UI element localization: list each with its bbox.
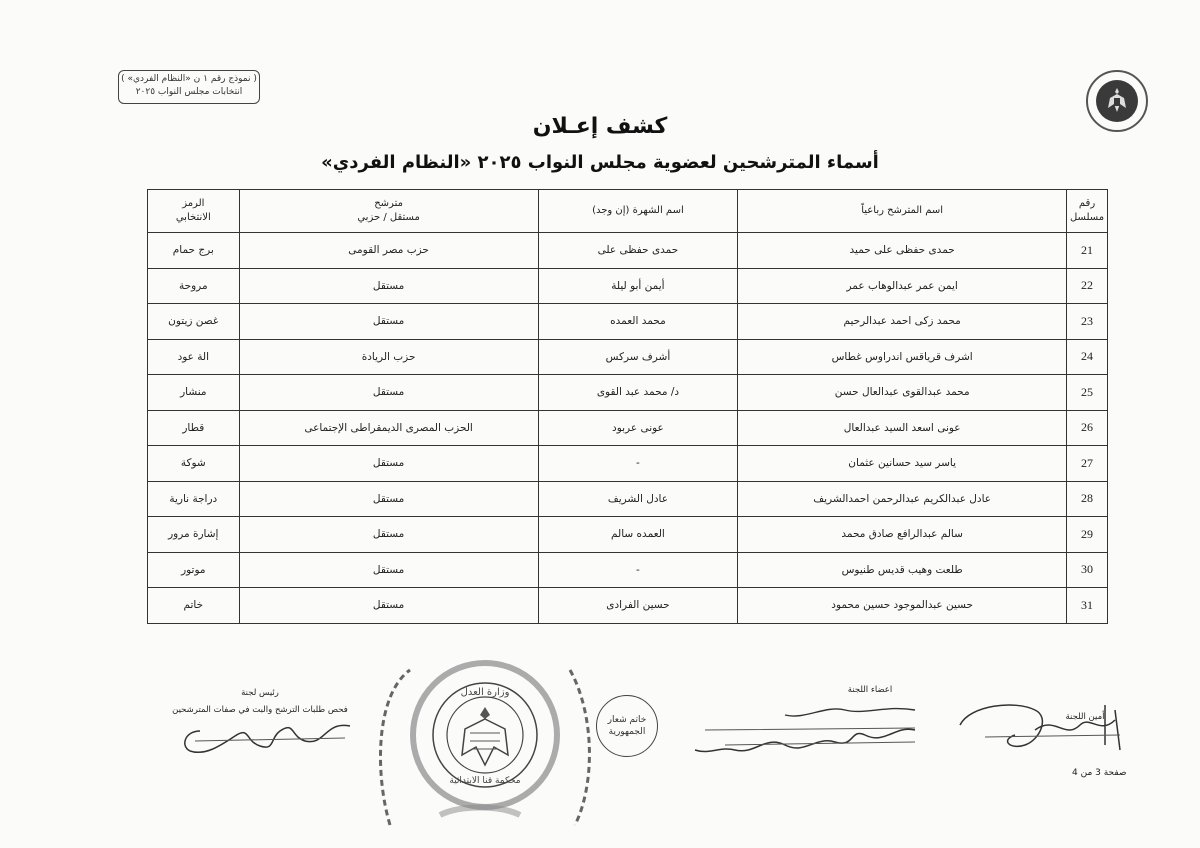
cell-serial: 29 — [1067, 517, 1108, 553]
table-row — [148, 517, 1108, 553]
cell-affiliation: مستقل — [239, 588, 538, 624]
cell-serial: 24 — [1067, 339, 1108, 375]
secretary-label: أمين اللجنة — [1065, 712, 1105, 722]
table-row — [148, 375, 1108, 411]
republic-emblem-round-stamp — [596, 695, 658, 757]
cell-full-name: حسين عبدالموجود حسين محمود — [738, 588, 1067, 624]
form-number-box — [118, 70, 260, 104]
header-full-name: اسم المترشح رباعياً — [738, 190, 1067, 233]
cell-alias: حمدى حفظى على — [538, 233, 738, 269]
table-row — [148, 481, 1108, 517]
cell-serial: 23 — [1067, 304, 1108, 340]
cell-symbol: منشار — [148, 375, 240, 411]
cell-alias: أشرف سركس — [538, 339, 738, 375]
candidates-table — [147, 189, 1108, 624]
cell-alias: محمد العمده — [538, 304, 738, 340]
cell-affiliation: مستقل — [239, 517, 538, 553]
page-title: كشف إعـلان — [532, 114, 668, 139]
cell-affiliation: حزب الريادة — [239, 339, 538, 375]
chair-label: رئيس لجنة — [241, 688, 279, 698]
cell-serial: 28 — [1067, 481, 1108, 517]
cell-full-name: طلعت وهيب قديس طنيوس — [738, 552, 1067, 588]
header-serial: رقم مسلسل — [1067, 190, 1108, 233]
cell-affiliation: مستقل — [239, 375, 538, 411]
cell-alias: عونى عربود — [538, 410, 738, 446]
cell-full-name: ياسر سيد حسانين عثمان — [738, 446, 1067, 482]
cell-symbol: الة عود — [148, 339, 240, 375]
round-stamp-text: خاتم شعار الجمهورية — [607, 715, 647, 737]
cell-affiliation: مستقل — [239, 304, 538, 340]
cell-symbol: برج حمام — [148, 233, 240, 269]
svg-text:وزارة العدل: وزارة العدل — [460, 687, 510, 698]
header-affiliation — [239, 190, 538, 233]
table-row — [148, 410, 1108, 446]
cell-alias: العمده سالم — [538, 517, 738, 553]
cell-symbol: قطار — [148, 410, 240, 446]
table-row — [148, 588, 1108, 624]
table-row — [148, 339, 1108, 375]
cell-serial: 25 — [1067, 375, 1108, 411]
cell-affiliation: مستقل — [239, 268, 538, 304]
cell-serial: 26 — [1067, 410, 1108, 446]
cell-full-name: عادل عبدالكريم عبدالرحمن احمدالشريف — [738, 481, 1067, 517]
cell-serial: 27 — [1067, 446, 1108, 482]
cell-serial: 21 — [1067, 233, 1108, 269]
cell-symbol: إشارة مرور — [148, 517, 240, 553]
header-symbol-line2: الانتخابي — [175, 212, 211, 223]
ministry-seal-stamp-icon — [370, 655, 600, 835]
header-affiliation-line1: مترشح — [374, 198, 403, 209]
header-symbol-line1: الرمز — [182, 198, 205, 209]
cell-alias: عادل الشريف — [538, 481, 738, 517]
cell-alias: - — [538, 446, 738, 482]
members-signature-icon — [685, 700, 925, 765]
secretary-signature-icon — [955, 695, 1125, 760]
cell-full-name: محمد زكى احمد عبدالرحيم — [738, 304, 1067, 340]
cell-alias: - — [538, 552, 738, 588]
cell-affiliation: مستقل — [239, 481, 538, 517]
form-number-line2: انتخابات مجلس النواب ٢٠٢٥ — [135, 87, 243, 97]
cell-full-name: سالم عبدالرافع صادق محمد — [738, 517, 1067, 553]
cell-alias: أيمن أبو ليلة — [538, 268, 738, 304]
cell-alias: د/ محمد عبد القوى — [538, 375, 738, 411]
table-row — [148, 304, 1108, 340]
cell-symbol: دراجة نارية — [148, 481, 240, 517]
cell-affiliation: مستقل — [239, 552, 538, 588]
header-symbol — [148, 190, 240, 233]
table-row — [148, 233, 1108, 269]
cell-serial: 22 — [1067, 268, 1108, 304]
form-number-line1: ( نموذج رقم ١ ن «النظام الفردي» ) — [121, 74, 257, 84]
chair-sublabel: فحص طلبات الترشح والبت في صفات المترشحين — [172, 705, 348, 715]
table-header-row — [148, 190, 1108, 233]
svg-text:محكمة قنا الابتدائية: محكمة قنا الابتدائية — [449, 776, 521, 786]
cell-full-name: حمدى حفظى على حميد — [738, 233, 1067, 269]
cell-full-name: محمد عبدالقوى عبدالعال حسن — [738, 375, 1067, 411]
members-label: اعضاء اللجنة — [847, 685, 893, 695]
cell-affiliation: الحزب المصرى الديمقراطى الإجتماعى — [239, 410, 538, 446]
header-affiliation-line2: مستقل / حزبي — [357, 212, 420, 223]
cell-symbol: موتور — [148, 552, 240, 588]
table-row — [148, 446, 1108, 482]
cell-serial: 31 — [1067, 588, 1108, 624]
cell-serial: 30 — [1067, 552, 1108, 588]
cell-symbol: خاتم — [148, 588, 240, 624]
cell-full-name: اشرف قرياقس اندراوس غطاس — [738, 339, 1067, 375]
header-alias: اسم الشهرة (إن وجد) — [538, 190, 738, 233]
cell-symbol: شوكة — [148, 446, 240, 482]
chair-signature-icon — [175, 716, 355, 761]
cell-symbol: غصن زيتون — [148, 304, 240, 340]
cell-affiliation: حزب مصر القومى — [239, 233, 538, 269]
cell-affiliation: مستقل — [239, 446, 538, 482]
cell-symbol: مروحة — [148, 268, 240, 304]
table-row — [148, 552, 1108, 588]
cell-alias: حسين الفرادى — [538, 588, 738, 624]
table-row — [148, 268, 1108, 304]
cell-full-name: ايمن عمر عبدالوهاب عمر — [738, 268, 1067, 304]
page-number: صفحة 3 من 4 — [1072, 768, 1127, 778]
page-subtitle: أسماء المترشحين لعضوية مجلس النواب ٢٠٢٥ «النظام الفردي» — [321, 152, 879, 173]
cell-full-name: عونى اسعد السيد عبدالعال — [738, 410, 1067, 446]
